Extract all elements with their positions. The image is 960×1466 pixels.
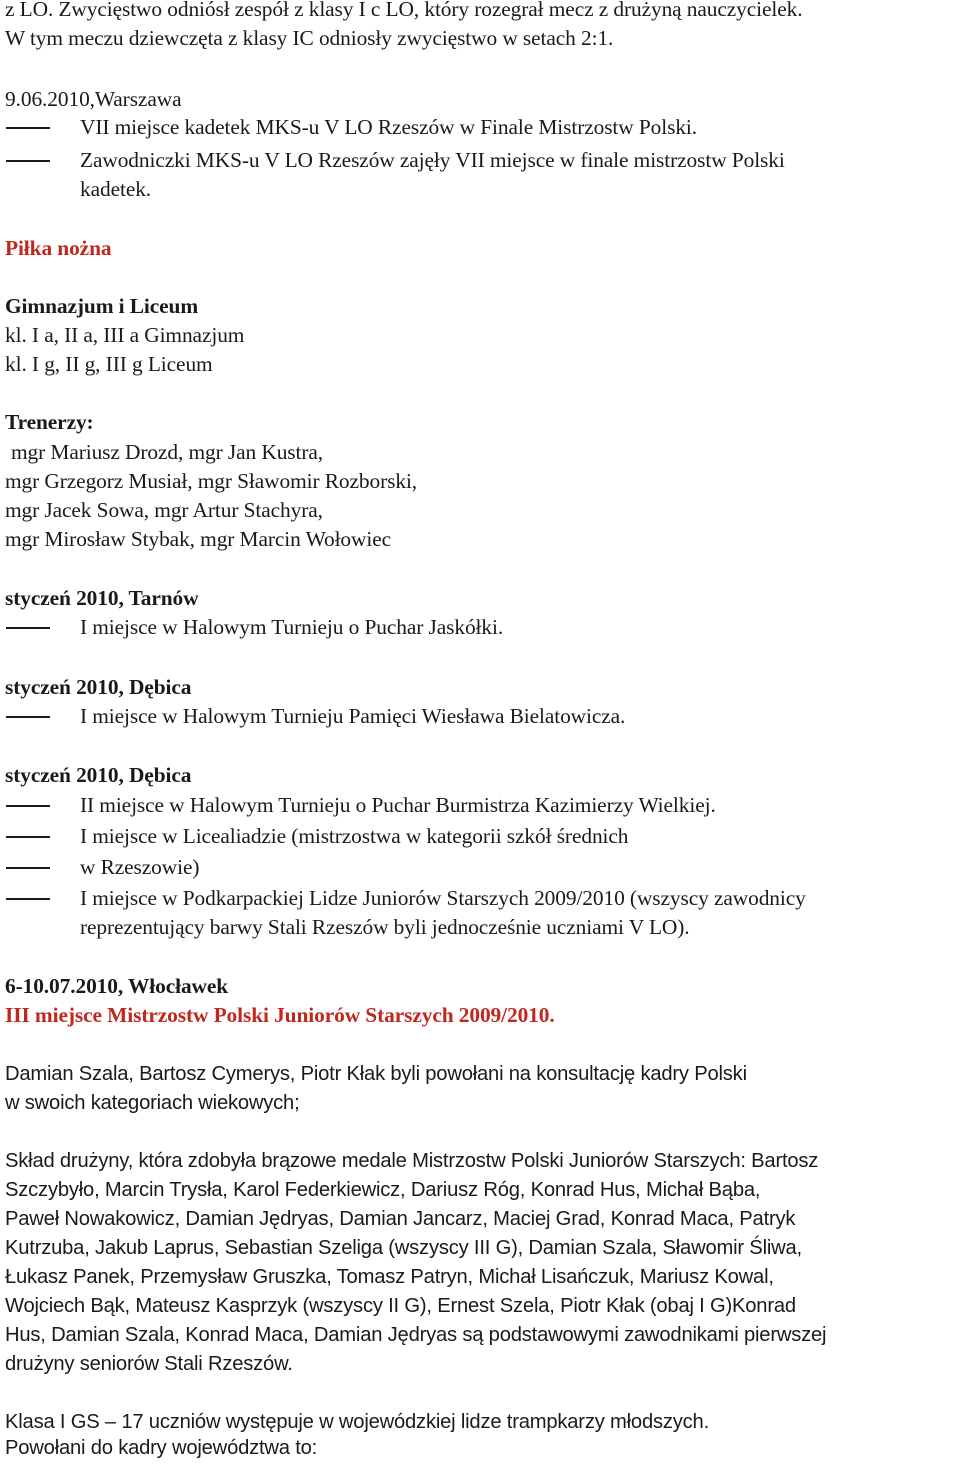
warszawa-item-1: VII miejsce kadetek MKS-u V LO Rzeszów w Finale Mistrzostw Polski. — [80, 115, 698, 139]
squad-line-4: Kutrzuba, Jakub Laprus, Sebastian Szeliga (wszyscy III G), Damian Szala, Sławomir Śliwa, — [5, 1237, 802, 1259]
debica2-item-1: II miejsce w Halowym Turnieju o Puchar Burmistrza Kazimierzy Wielkiej. — [80, 793, 716, 817]
warszawa-item-2-line-1: Zawodniczki MKS-u V LO Rzeszów zajęły VII miejsce w finale mistrzostw Polski — [80, 148, 785, 172]
bullet-dash-icon — [6, 898, 50, 900]
bullet-dash-icon — [6, 627, 50, 629]
classes-gimnazjum: kl. I a, II a, III a Gimnazjum — [5, 323, 245, 347]
coaches-line-3: mgr Jacek Sowa, mgr Artur Stachyra, — [5, 498, 323, 522]
closing-line-1: Klasa I GS – 17 uczniów występuje w wojewódzkiej lidze trampkarzy młodszych. — [5, 1411, 709, 1433]
section-title-football: Piłka nożna — [5, 236, 112, 260]
debica-heading-2: styczeń 2010, Dębica — [5, 763, 192, 787]
warszawa-item-2-line-2: kadetek. — [80, 177, 152, 201]
bullet-dash-icon — [6, 805, 50, 807]
wloclawek-result: III miejsce Mistrzostw Polski Juniorów Starszych 2009/2010. — [5, 1003, 555, 1027]
intro-line-1: z LO. Zwycięstwo odniósł zespół z klasy I c LO, który rozegrał mecz z drużyną nauczycielek. — [5, 0, 803, 21]
consult-line-2: w swoich kategoriach wiekowych; — [5, 1092, 300, 1114]
coaches-line-2: mgr Grzegorz Musiał, mgr Sławomir Rozborski, — [5, 469, 418, 493]
debica1-item-1: I miejsce w Halowym Turnieju Pamięci Wiesława Bielatowicza. — [80, 704, 626, 728]
debica2-item-4-line-1: I miejsce w Podkarpackiej Lidze Juniorów Starszych 2009/2010 (wszyscy zawodnicy — [80, 886, 806, 910]
classes-liceum: kl. I g, II g, III g Liceum — [5, 352, 213, 376]
coaches-line-4: mgr Mirosław Stybak, mgr Marcin Wołowiec — [5, 527, 391, 551]
warszawa-heading: 9.06.2010,Warszawa — [5, 87, 182, 111]
debica2-item-4-line-2: reprezentujący barwy Stali Rzeszów byli jednocześnie uczniami V LO). — [80, 915, 690, 939]
tarnow-item-1: I miejsce w Halowym Turnieju o Puchar Jaskółki. — [80, 615, 504, 639]
debica2-item-3: w Rzeszowie) — [80, 855, 200, 879]
closing-line-2: Powołani do kadry województwa to: — [5, 1437, 318, 1459]
bullet-dash-icon — [6, 836, 50, 838]
coaches-label: Trenerzy: — [5, 410, 94, 434]
intro-line-2: W tym meczu dziewczęta z klasy IC odniosły zwycięstwo w setach 2:1. — [5, 26, 614, 50]
coaches-line-1: mgr Mariusz Drozd, mgr Jan Kustra, — [11, 440, 324, 464]
squad-line-1: Skład drużyny, która zdobyła brązowe medale Mistrzostw Polski Juniorów Starszych: Bartosz — [5, 1150, 819, 1172]
squad-line-6: Wojciech Bąk, Mateusz Kasprzyk (wszyscy II G), Ernest Szela, Piotr Kłak (obaj I G)Konrad — [5, 1295, 796, 1317]
tarnow-heading: styczeń 2010, Tarnów — [5, 586, 199, 610]
bullet-dash-icon — [6, 127, 50, 129]
squad-line-5: Łukasz Panek, Przemysław Gruszka, Tomasz Patryn, Michał Lisańczuk, Mariusz Kowal, — [5, 1266, 774, 1288]
bullet-dash-icon — [6, 867, 50, 869]
consult-line-1: Damian Szala, Bartosz Cymerys, Piotr Kłak byli powołani na konsultację kadry Polski — [5, 1063, 747, 1085]
squad-line-7: Hus, Damian Szala, Konrad Maca, Damian Jędryas są podstawowymi zawodnikami pierwszej — [5, 1324, 827, 1346]
squad-line-2: Szczybyło, Marcin Trysła, Karol Federkiewicz, Dariusz Róg, Konrad Hus, Michał Bąba, — [5, 1179, 761, 1201]
debica2-item-2: I miejsce w Licealiadzie (mistrzostwa w kategorii szkół średnich — [80, 824, 629, 848]
debica-heading-1: styczeń 2010, Dębica — [5, 675, 192, 699]
squad-line-8: drużyny seniorów Stali Rzeszów. — [5, 1353, 293, 1375]
bullet-dash-icon — [6, 160, 50, 162]
football-subtitle: Gimnazjum i Liceum — [5, 294, 199, 318]
bullet-dash-icon — [6, 716, 50, 718]
squad-line-3: Paweł Nowakowicz, Damian Jędryas, Damian Jancarz, Maciej Grad, Konrad Maca, Patryk — [5, 1208, 796, 1230]
wloclawek-heading: 6-10.07.2010, Włocławek — [5, 974, 229, 998]
